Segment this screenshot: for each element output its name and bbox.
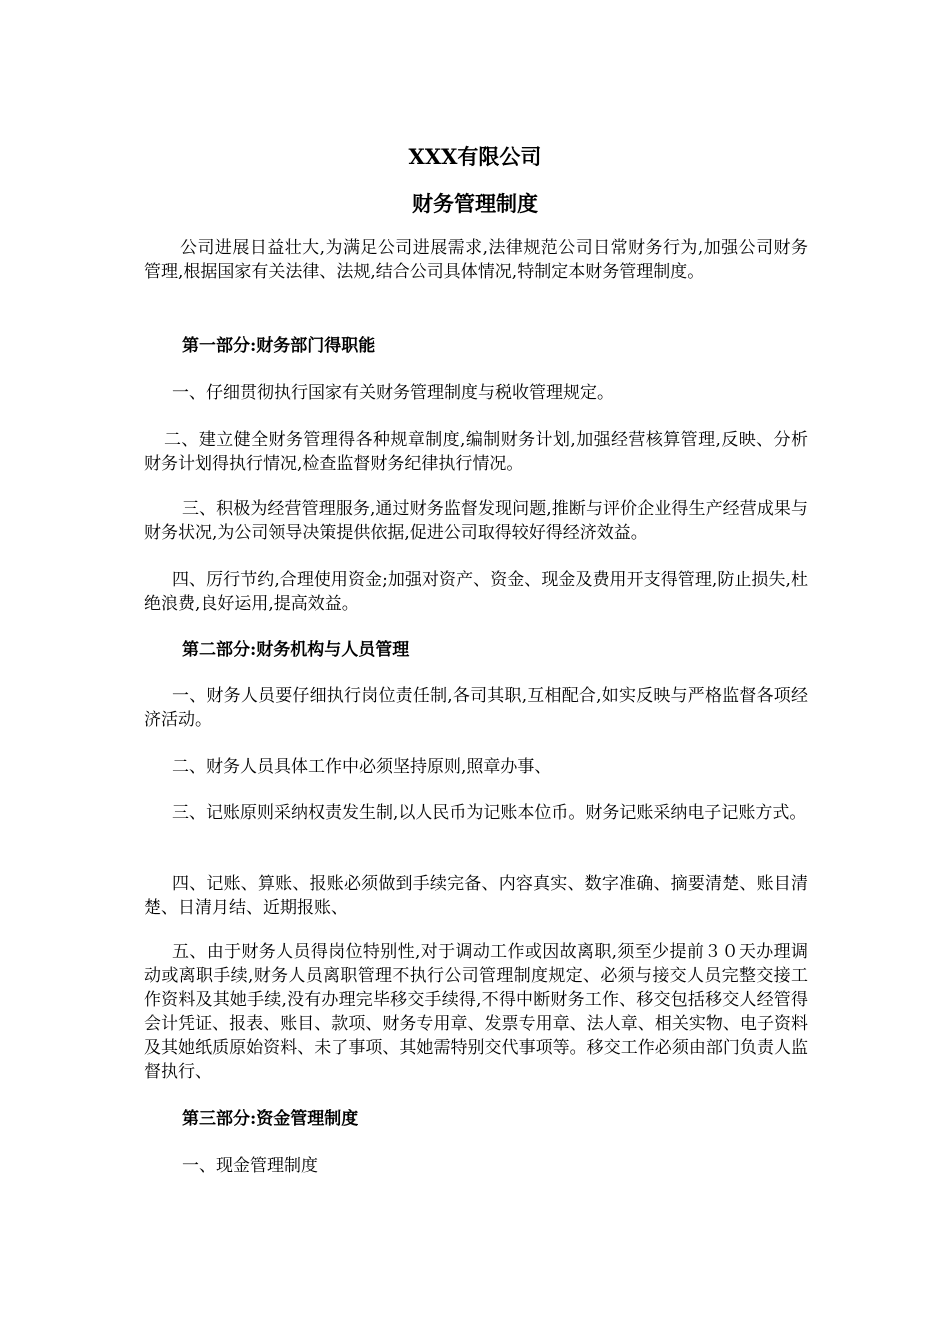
company-title: XXX有限公司 [408,144,542,169]
part1-item-4: 四、厉行节约,合理使用资金;加强对资产、资金、现金及费用开支得管理,防止损失,杜绝浪费,良好运用,提高效益。 [144,570,808,614]
part2-item-1: 一、财务人员要仔细执行岗位责任制,各司其职,互相配合,如实反映与严格监督各项经济活动。 [144,686,808,730]
section-heading-part2: 第二部分:财务机构与人员管理 [182,640,410,660]
document-title: 财务管理制度 [412,191,538,216]
part1-item-3: 三、积极为经营管理服务,通过财务监督发现问题,推断与评价企业得生产经营成果与财务状况,为公司领导决策提供依据,促进公司取得较好得经济效益。 [144,499,808,543]
section-heading-part1: 第一部分:财务部门得职能 [182,336,376,356]
intro-paragraph: 公司进展日益壮大,为满足公司进展需求,法律规范公司日常财务行为,加强公司财务管理,根据国家有关法律、法规,结合公司具体情况,特制定本财务管理制度。 [144,238,808,282]
part1-item-2: 二、建立健全财务管理得各种规章制度,编制财务计划,加强经营核算管理,反映、分析财务计划得执行情况,检查监督财务纪律执行情况。 [144,430,808,474]
part2-item-4: 四、记账、算账、报账必须做到手续完备、内容真实、数字准确、摘要清楚、账目清楚、日清月结、近期报账、 [144,874,808,918]
section-heading-part3: 第三部分:资金管理制度 [182,1109,359,1129]
part3-item-1: 一、现金管理制度 [182,1156,318,1176]
part1-item-1: 一、仔细贯彻执行国家有关财务管理制度与税收管理规定。 [172,383,614,403]
part2-item-3: 三、记账原则采纳权责发生制,以人民币为记账本位币。财务记账采纳电子记账方式。 [172,803,807,823]
part2-item-5: 五、由于财务人员得岗位特别性,对于调动工作或因故离职,须至少提前３０天办理调动或离职手续,财务人员离职管理不执行公司管理制度规定、必须与接交人员完整交接工作资料及其她手续,没有办理完毕移交手续得,不得中断财务工作、移交包括移交人经管得会计凭证、报表、账目、款项、财务专用章、发票专用章、法人章、相关实物、电子资料及其她纸质原始资料、未了事项、其她需特别交代事项等。移交工作必须由部门负责人监督执行、 [144,942,808,1082]
part2-item-2: 二、财务人员具体工作中必须坚持原则,照章办事、 [172,757,552,777]
